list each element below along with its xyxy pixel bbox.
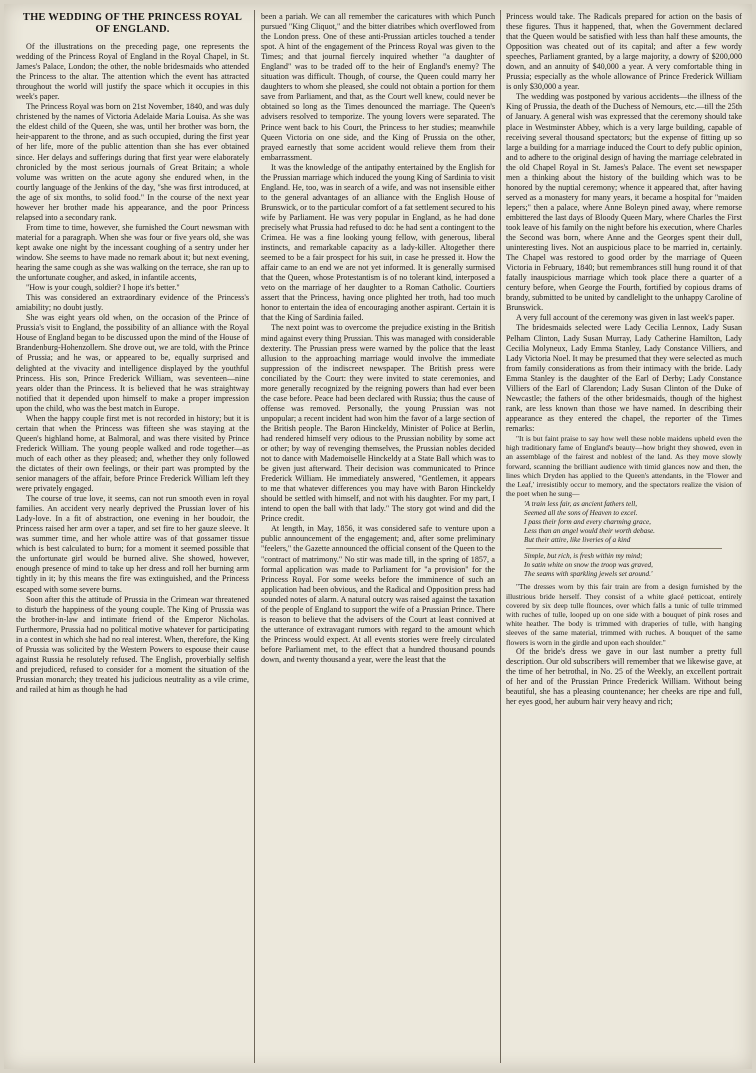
poem-line: Less than an angel would their worth debase. (524, 527, 655, 536)
poem-stanza (506, 500, 742, 545)
paragraph: The bridesmaids selected were Lady Cecilia Lennox, Lady Susan Pelham Clinton, Lady Susan Murray, Lady Catherine Hamilton, Lady Cecilia Molyneux, Lady Emma Stanley, Lady Constance Villiers, and Lady Victoria Noel. It may be presumed that they were selected as much from family considerations as from their intimacy with the bride. Lady Emma Stanley is the daughter of the Earl of Derby; Lady Constance Villiers of the Earl of Clarendon; Lady Susan Clinton of the Duke of Newcastle; the fathers of the other bridesmaids, though of the highest rank, are less known than those we have named. In describing their appearance as they entered the chapel, the reporter of the Times remarks: (506, 323, 742, 433)
paragraph: The wedding was postponed by various accidents—the illness of the King of Prussia, the death of the Duchess of Nemours, etc.—till the 25th of January. A general wish was expressed that the ceremony should take place in Westminster Abbey, which is a very large building, capable of receiving several thousand spectators; but the expense of fitting up so large a building for a marriage induced the Court to defy public opinion, and to adhere to the original design of having the marriage celebrated in the old Chapel Royal in St. James's Palace. The event set newspaper men a thinking about the history of the building which was to be honored by the nuptial ceremony; whence it appeared that, after having served as a monastery for many years, it became a hospital for "maiden lepers;" then a palace, where Anne Boleyn pined away, where remorse embittered the last days of Bloody Queen Mary, where Charles the First took leave of his family on the night before his execution, where Charles the Second was born, where Anne and the Georges spent their dull, uninteresting lives. Not an auspicious place to be married in, certainly. The Chapel was restored to good order by the marriage of Queen Victoria in February, 1840; but remembrances still hung round it of that fatally inauspicious marriage which took place there a quarter of a century before, when George the Fourth, fortified by copious drams of brandy, submitted to be united by candlelight to the unhappy Caroline of Brunswick. (506, 92, 742, 313)
poem-line: The seams with sparkling jewels set around.' (524, 570, 653, 579)
newspaper-page (4, 4, 752, 1069)
column-rule (254, 10, 255, 1063)
paragraph: been a pariah. We can all remember the caricatures with which Punch pursued "King Cliquot," and the bitter diatribes which overflowed from the London press. One of these anti-Prussian articles touched a tender spot. A hint of the engagement of the Princess Royal was given to the Times; and that journal fiercely inquired whether "a daughter of England" was to be traded off to the heir of England's enemy? The situation was difficult. Though, of course, the Queen could marry her daughters to whom she pleased, she could not obtain a portion for them save from Parliament, and that, as the Court well knew, could never be obtained so long as the Times denounced the marriage. The Queen's advisers resolved to temporize. The young lovers were separated. The Prince went back to his Court, the Princess to her studies; meanwhile Queen Victoria on one side, and the King of Prussia on the other, prayed earnestly that some accident would relieve them from their embarrassment. (261, 12, 495, 162)
paragraph: She was eight years old when, on the occasion of the Prince of Prussia's visit to England, the possibility of an alliance with the Royal House of England began to be discussed upon the mind of the House of Brandenburg-Hohenzollern. She drove out, we are told, with the Prince of Prussia; and he was, or appeared to be, equally surprised and delighted at the vivacity and intelligence displayed by the youthful Princess. His son, Prince Frederick William, was seventeen—nine years older than the Princess. It is believed that he was straightway notified that it depended upon himself to make a proper impression upon the child, who was the best match in Europe. (16, 313, 249, 413)
paragraph: At length, in May, 1856, it was considered safe to venture upon a public announcement of the engagement; and, after some preliminary "feelers," the Gazette announced the official consent of the Queen to the "contract of matrimony." No stir was made till, in the spring of 1857, a formal application was made to Parliament for "a provision" for the Princess Royal. For some weeks before the imminence of such an application had been obvious, and the Radical and Opposition press had sounded notes of alarm. A natural outcry was raised against the taxation of the people of England to support the wife of a Prussian Prince. There is reason to believe that the advisers of the Court at least connived at the utterance of extravagant rumors with regard to the amount which the Princess would expect. At all events stories were freely circulated before Parliament met, to the effect that a hundred thousand pounds down, and twenty thousand a year, were the least that the (261, 524, 495, 664)
paragraph: It was the knowledge of the antipathy entertained by the English for the Prussian marriage which induced the young King of Sardinia to visit England. He, too, was in search of a wife, and was not insensible either to the general advantages of an alliance with the English House of Brunswick, or to the particular comfort of a fat settlement secured to his wife by Parliament. He was very popular in England, as he had done precisely what Prussia had refused to do: he had sent a contingent to the Crimea. He was a fine looking young fellow, with generous, liberal instincts, and remarkable capacity as a lady-killer. Altogether there seemed to be a fair prospect for his suit, in case he pressed it. How the affair came to an end we are not yet informed. It is generally surmised that the Queen, whose Protestantism is of no tolerant kind, interposed a veto on the marriage of her daughter to a Roman Catholic. Courtiers assert that the Princess, having once plighted her troth, had too much honor to entertain the idea of encouraging another aspirant. Certain it is that the King of Sardinia failed. (261, 162, 495, 323)
poem-line: But their attire, like liveries of a kind (524, 536, 631, 545)
paragraph: Soon after this the attitude of Prussia in the Crimean war threatened to disturb the happiness of the young couple. The King of Prussia was the brother-in-law and intimate friend of the Emperor Nicholas. Furthermore, Prussia had no political motive whatever for participating in a contest in which she had no real interest. When, therefore, the King of Prussia was solicited by the Western Powers to espouse their cause against Russia he resolutely refused. The English, proverbially selfish and prejudiced, refused to consider for a moment the situation of the Prussian monarch; they treated his judicious neutrality as a vile crime, and railed at him as though he had (16, 594, 249, 694)
paragraph: Of the illustrations on the preceding page, one represents the wedding of the Princess Royal of England in the Royal Chapel, in St. James's Palace, London; the other, the noble bridesmaids who attended the Princess to the altar. The attention which the event has attracted throughout the world will justify the space which it occupies in this week's paper. (16, 42, 249, 102)
paragraph: Of the bride's dress we gave in our last number a pretty full description. Our old subscribers will remember that we likewise gave, at the time of her betrothal, in No. 25 of the Weekly, an excellent portrait of her and of the Prussian Prince Frederick William. Without being beautiful, she has a pleasing countenance; her cheeks are ripe and full, her eyes good, her auburn hair very heavy and rich; (506, 646, 742, 707)
divider (526, 548, 722, 549)
poem-line: Simple, but rich, is fresh within my mind; (524, 552, 643, 561)
poem-line: In satin white on snow the troop was graved, (524, 561, 653, 570)
paragraph: This was considered an extraordinary evidence of the Princess's amiability; no doubt justly. (16, 293, 249, 313)
paragraph: "How is your cough, soldier? I hope it's better." (26, 283, 180, 293)
poem-line: I pass their form and every charming grace, (524, 518, 651, 527)
paragraph: A very full account of the ceremony was given in last week's paper. (516, 313, 735, 323)
paragraph: The Princess Royal was born on 21st November, 1840, and was duly christened by the names of Victoria Adelaide Maria Louisa. As she was the eldest child of the Queen, she was, until her brother was born, the heir-apparent to the throne, and as such occupied, during the first year of her life, more of the public attention than she has ever obtained since. Her delays and sufferings during that first year were elaborately chronicled by the most serious journals of Great Britain; a whole volume was written on the acute agony she endured when, in the courtly language of the Jenkins of the day, "she was first introduced, at the age of six months, to solid food." In the course of the next year however her brother made his appearance, and the poor Princess relapsed into a secondary rank. (16, 102, 249, 222)
poem-stanza (506, 552, 742, 579)
column-2 (261, 12, 495, 1063)
paragraph: From time to time, however, she furnished the Court newsman with material for a paragraph. When she was four or five years old, she was kept awake one night by the incessant coughing of a sentry under her window. She seems to have made no remark about it; but next evening, hearing the same cough as she was walking on the terrace, she ran up to the unfortunate cougher, and asked, in infantile accents, (16, 222, 249, 283)
poem-line: 'A train less fair, as ancient fathers tell, (524, 500, 638, 509)
poem-line: Seemed all the sons of Heaven to excel. (524, 509, 638, 518)
article-title: THE WEDDING OF THE PRINCESS ROYAL OF ENGLAND. (22, 12, 243, 35)
paragraph: When the happy couple first met is not recorded in history; but it is certain that when the Princess was fifteen she was staying at the Queen's highland home, at Balmoral, and was there visited by Prince Frederick William. The young people walked and rode together—as much of each other as they pleased; and, whether they only followed the dictates of their own feelings, or their part was prompted by the senior managers of the affair, before Prince Frederick William left they were privately engaged. (16, 413, 249, 494)
column-3 (506, 12, 742, 1063)
quoted-paragraph: "The dresses worn by this fair train are from a design furnished by the illustrious bride herself. They consist of a white glacé petticoat, entirely covered by six deep tulle flounces, over which falls a tunic of tulle trimmed with ruches of tulle, looped up on one side with a bouquet of pink roses and white heather. The body is trimmed with draperies of tulle, with hanging sleeves of the same material, trimmed with ruches. A bouquet of the same flowers is worn in the girdle and upon each shoulder." (506, 582, 742, 647)
paragraph: The next point was to overcome the prejudice existing in the British mind against every thing Prussian. This was managed with considerable dexterity. The Prussian press were warned by the police that the least allusion to the approaching marriage would involve the immediate suppression of the indiscreet newspaper. The British press were conciliated by the Court: they were invited to state ceremonies, and more generally recognized by the reigning powers than had ever been the case before. Peace had been declared with Russia; thus the cause of offense was removed. Personally, the young Prussian was not unpopular; a recent incident had won him the favor of a large section of the British people. The Baron Hinckeldy, Minister of Police at Berlin, had rendered himself very odious to the Prussian nobility by some act or other; by way of revenging themselves, the Prussian nobles decided not to dance with Mademoiselle Hinckeldy at a State Ball which was to be given just afterward. Their decision was communicated to Prince Frederick William. He immediately answered, "Gentlemen, it appears to me that whatever differences you may have with Baron Hinckeldy should be settled with himself, and not with his daughter. For my part, I intend to open the ball with that lady." The story got wind and did the Prince credit. (261, 323, 495, 524)
paragraph: The course of true love, it seems, can not run smooth even in royal families. An accident very nearly deprived the Prussian lover of his Lady-love. In a fit of abstraction, one evening in her boudoir, the Princess raised her arm over a taper, and set fire to her gauze sleeve. It was summer time, and her whole attire was of that gossamer tissue which is best calculated to burn; for a moment it seemed possible that the unfortunate girl would be burned alive. She showed, however, enough presence of mind to take up her dress and roll her burning arm tightly in it; by this means the fire was extinguished, and the Princess escaped with some severe burns. (16, 494, 249, 594)
column-1 (16, 12, 249, 1063)
quoted-paragraph: "It is but faint praise to say how well these noble maidens upheld even the high traditionary fame of England's beauty—how bright they showed, even in an assemblage of the fairest and noblest of the land. As they move slowly forward, scanning the brilliant audience with timid glances now and then, the lines which Dryden has applied to the Queen's attendants, in the 'Flower and the Leaf,' irresistibly occur to memory, and the spectators realize the vision of the poet when he sung— (506, 433, 742, 499)
paragraph: Princess would take. The Radicals prepared for action on the basis of these figures. Thus it happened, that, when the Government declared that the Queen would be satisfied with less than half these amounts, the Opposition was cheated out of its capital; and after a few wordy speeches, Parliament granted, by a large majority, a dowry of $200,000 down, and an annuity of $40,000 a year. A very comfortable thing in Prussia; especially as the whole allowance of Prince Frederick William is only $30,000 a year. (506, 12, 742, 92)
column-rule (500, 10, 501, 1063)
